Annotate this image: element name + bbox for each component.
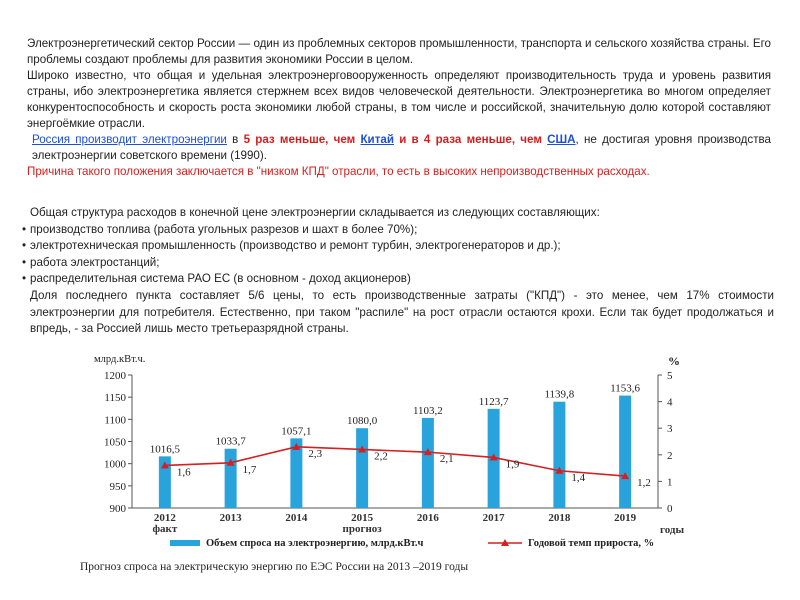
russia-electricity-link[interactable]: Россия производит электроэнергии (32, 133, 227, 146)
p3-text-a: в (226, 133, 244, 146)
growth-rate-label: 2,2 (374, 450, 388, 463)
bar-value-label: 1123,7 (478, 395, 509, 408)
demand-forecast-chart (90, 345, 700, 557)
y-tick-label: 1150 (104, 392, 126, 405)
chart-caption: Прогноз спроса на электрическую энергию по ЕЭС России на 2013 –2019 годы (80, 561, 469, 573)
y2-tick-label: 1 (667, 476, 673, 489)
cost-structure (24, 205, 774, 338)
growth-rate-label: 1,9 (505, 458, 520, 471)
intro-paragraph-1: Электроэнергетический сектор России — один из проблемных секторов промышленности, транспорта и сельского хозяйства страны. Его проблемы создают проблемы для развития экономики России в целом. (27, 37, 771, 66)
growth-rate-label: 2,3 (308, 447, 323, 460)
bar (619, 396, 631, 508)
bar-value-label: 1080,0 (347, 415, 378, 428)
x-tick-label: 2014 (285, 512, 308, 524)
y2-tick-label: 4 (667, 396, 673, 409)
intro-paragraph-3 (27, 132, 771, 164)
x-axis-title: годы (660, 524, 685, 536)
legend-bar-label: Объем спроса на электроэнергию, млрд.кВт.ч (206, 538, 424, 549)
bar (225, 449, 237, 508)
y-tick-label: 1050 (104, 436, 126, 449)
x-sublabel: факт (152, 523, 178, 535)
y2-tick-label: 0 (667, 503, 673, 515)
structure-heading: Общая структура расходов в конечной цене электроэнергии складывается из следующих составляющих: (30, 206, 600, 219)
usa-link[interactable]: США (547, 133, 576, 146)
y-axis-title: млрд.кВт.ч. (94, 354, 146, 365)
growth-rate-label: 1,2 (637, 477, 651, 490)
list-item: • распределительная система РАО ЕС (в основном - доход акционеров) (24, 271, 774, 288)
bar (422, 418, 434, 508)
growth-rate-label: 2,1 (439, 453, 454, 466)
structure-list (24, 222, 774, 288)
x-tick-label: 2015 (351, 512, 374, 524)
growth-rate-label: 1,7 (242, 463, 257, 476)
x-tick-label: 2019 (614, 512, 637, 524)
intro-text (27, 36, 771, 180)
bar-value-label: 1139,8 (544, 388, 575, 401)
bar (553, 402, 565, 508)
bar-value-label: 1057,1 (281, 425, 312, 438)
bar-value-label: 1033,7 (215, 435, 246, 448)
y2-tick-label: 2 (667, 449, 673, 462)
y2-axis-title: % (668, 354, 680, 368)
bar-value-label: 1103,2 (412, 404, 443, 417)
y-tick-label: 1200 (104, 370, 126, 382)
y-tick-label: 1100 (104, 414, 126, 427)
y-tick-label: 1000 (104, 458, 126, 471)
structure-conclusion: Доля последнего пункта составляет 5/6 цены, то есть производственные затраты ("КПД") - это менее, чем 17% стоимости электроэнергии для потребителя. Естественно, при таком "распиле" на рост отрасли остаются крохи. Если так будет продолжаться и впредь, - за Россией лишь место третьеразрядной страны. (30, 288, 774, 336)
bar-value-label: 1016,5 (149, 443, 180, 456)
x-tick-label: 2016 (416, 512, 439, 524)
p3-bold-a: 5 раз меньше, чем (243, 133, 361, 146)
x-tick-label: 2018 (548, 512, 571, 524)
china-link[interactable]: Китай (360, 133, 394, 146)
legend-line-label: Годовой темп прироста, % (528, 538, 655, 549)
bar (356, 428, 368, 508)
y2-tick-label: 5 (667, 370, 673, 382)
y-tick-label: 950 (109, 480, 126, 493)
intro-paragraph-2: Широко известно, что общая и удельная электроэнерговооруженность определяют производительность труда и уровень развития страны, ибо электроэнергетика является стержнем всех видов человеческой деятельности. Электроэнергетика во многом определяет конкурентоспособность и скорость роста экономики любой страны, в том числе и российской, значительную долю которой составляют энергоёмкие отрасли. (27, 69, 771, 130)
x-tick-label: 2012 (153, 512, 176, 524)
x-sublabel: прогноз (342, 523, 382, 535)
x-tick-label: 2017 (482, 512, 505, 524)
y-tick-label: 900 (109, 503, 126, 515)
p3-bold-b: и в 4 раза меньше, чем (393, 133, 548, 146)
growth-rate-label: 1,6 (176, 466, 191, 479)
list-item: • работа электростанций; (24, 255, 774, 272)
intro-paragraph-4: Причина такого положения заключается в "низком КПД" отрасли, то есть в высоких непроизводственных расходах. (27, 165, 650, 178)
y2-tick-label: 3 (667, 423, 673, 436)
growth-rate-label: 1,4 (571, 471, 586, 484)
bar-value-label: 1153,6 (610, 382, 641, 395)
p3-text-b: , не достигая уровня производства электроэнергии советского времени (1990). (32, 133, 771, 162)
list-item: • электротехническая промышленность (производство и ремонт турбин, электрогенераторов и др.); (24, 238, 774, 255)
list-item: • производство топлива (работа угольных разрезов и шахт в более 70%); (24, 222, 774, 239)
legend-bar-swatch (170, 540, 200, 546)
x-tick-label: 2013 (219, 512, 242, 524)
